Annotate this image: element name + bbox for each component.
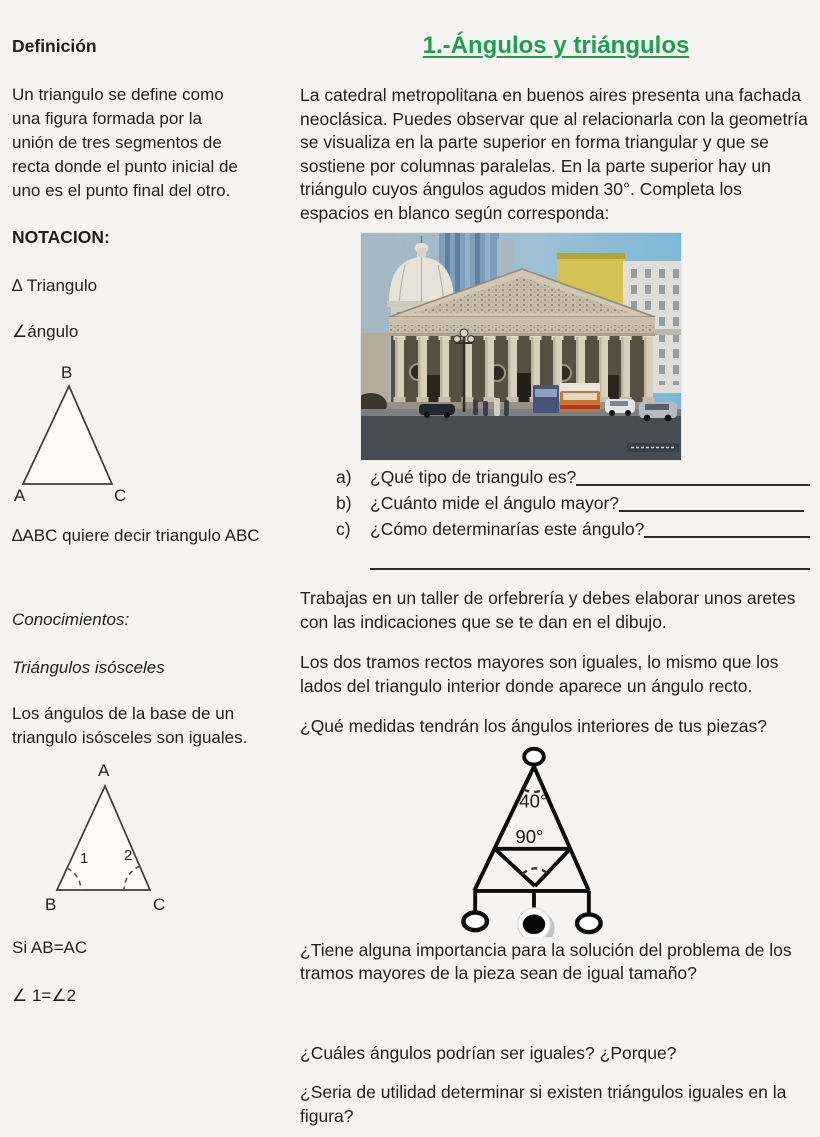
triangle2-label-a: A <box>98 761 110 780</box>
question-list <box>300 464 812 570</box>
tramos-text: Los dos tramos rectos mayores son iguales, lo mismo que los lados del triangulo interior donde aparece un ángulo recto. <box>300 652 779 696</box>
taller-text: Trabajas en un taller de orfebrería y debes elaborar unos aretes con las indicaciones que se te dan en el dibujo. <box>300 588 796 632</box>
right-column <box>300 0 812 1128</box>
triangle2-label-b: B <box>45 895 57 914</box>
photo-watermark <box>627 443 679 452</box>
earring-inner-left <box>495 848 535 885</box>
inner-angle-dashed-arc <box>522 868 547 874</box>
photo-street <box>361 416 681 460</box>
earring-diagram <box>443 741 623 937</box>
intro-text: La catedral metropolitana en buenos aires presenta una fachada neoclásica. Puedes observar que al relacionarla con la geometría se visualiza en la parte superior en forma triangular y que se sostiene por columnas paralelas. En la parte superior hay un triángulo cuyos ángulos agudos miden 30°. Completa los espacios en blanco según corresponda: <box>300 85 808 223</box>
earring-right-drop-ring <box>577 914 601 932</box>
triangle1-label-a: A <box>14 486 26 505</box>
photo-portico <box>391 336 653 404</box>
notation-heading: NOTACION: <box>12 227 110 247</box>
notation-triangle-symbol: ∆ Triangulo <box>12 276 98 295</box>
question-b-blank <box>619 490 804 512</box>
cuales-question: ¿Cuáles ángulos podrían ser iguales? ¿Porque? <box>300 1042 677 1063</box>
triangle2-angle2-label: 2 <box>124 847 133 864</box>
condition-angles-equal: ∠ 1=∠2 <box>12 986 77 1005</box>
question-row-a <box>300 464 812 490</box>
earring-angle-40: 40° <box>519 790 548 812</box>
notation-angle-symbol: ∠ángulo <box>12 322 79 341</box>
triangle2-label-c: C <box>153 895 166 914</box>
triangle1-label-c: C <box>114 486 127 505</box>
question-row-b <box>300 490 812 516</box>
question-row-c <box>300 516 812 542</box>
earring-left-drop-ring <box>463 912 487 930</box>
question-b-letter: b) <box>336 493 352 513</box>
earring-angle-90: 90° <box>515 825 544 847</box>
earring-top-ring <box>524 748 544 764</box>
question-a-text: ¿Qué tipo de triangulo es? <box>370 467 577 487</box>
question-b-text: ¿Cuánto mide el ángulo mayor? <box>370 493 620 513</box>
triangle-abc-figure <box>14 360 139 508</box>
earring-center-bead <box>518 908 555 937</box>
importancia-question: ¿Tiene alguna importancia para la solución del problema de los tramos mayores de la pieza sean de igual tamaño? <box>300 939 792 983</box>
definition-text: Un triangulo se define como una figura formada por la unión de tres segmentos de recta donde el punto inicial de uno es el punto final del otro. <box>12 85 238 200</box>
isosceles-heading: Triángulos isósceles <box>12 658 165 677</box>
cathedral-photo <box>360 232 682 461</box>
definition-heading: Definición <box>12 36 97 56</box>
conocimientos-heading: Conocimientos: <box>12 610 130 629</box>
triangle2-angle1-label: 1 <box>80 850 89 867</box>
question-a-blank <box>576 464 810 486</box>
isosceles-triangle-shape <box>57 786 150 890</box>
condition-ab-ac: Si AB=AC <box>12 938 88 957</box>
triangle-abc-caption: ∆ABC quiere decir triangulo ABC <box>12 526 260 545</box>
medidas-question: ¿Qué medidas tendrán los ángulos interiores de tus piezas? <box>300 716 767 736</box>
cathedral-photo-illustration <box>361 233 681 460</box>
triangle1-label-b: B <box>61 363 73 382</box>
triangle-abc-shape <box>23 386 112 484</box>
isosceles-text: Los ángulos de la base de un triangulo isósceles son iguales. <box>12 704 248 747</box>
photo-entablature <box>389 317 655 336</box>
isosceles-triangle-figure <box>40 760 170 922</box>
seria-question: ¿Seria de utilidad determinar si existen triángulos iguales en la figura? <box>300 1082 787 1126</box>
page-title: 1.-Ángulos y triángulos <box>422 32 690 59</box>
question-c-letter: c) <box>336 519 351 539</box>
question-c-text: ¿Cómo determinarías este ángulo? <box>370 519 645 539</box>
answer-blank-line <box>370 550 810 570</box>
question-a-letter: a) <box>336 467 352 487</box>
earring-inner-right <box>535 848 570 885</box>
question-c-blank <box>644 516 810 538</box>
left-column <box>12 0 286 1008</box>
photo-left-structure <box>361 333 389 417</box>
